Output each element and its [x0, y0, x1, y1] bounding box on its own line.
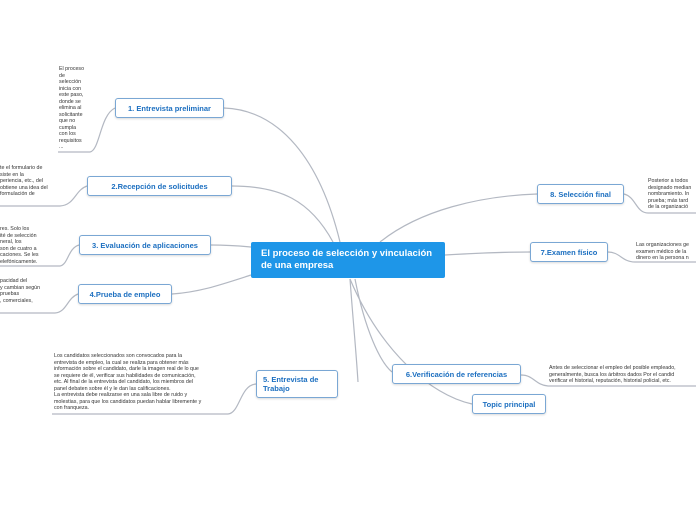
note-verificacion-referencias: Antes de seleccionar el empleo del posible empleado, generalmente, busca los árbitros dados Por el candid verificar el historial, reputación, historial policial, etc. — [549, 365, 676, 384]
topic-verificacion-referencias[interactable] — [392, 364, 521, 384]
note-evaluacion-aplicaciones: res. Solo los ité de selección neral, los son de cuatro a caciones. Se les elefónicamente. — [0, 226, 39, 265]
note-seleccion-final: Posterior a todos designado median nombramiento. In prueba; más tard de la organizació — [648, 178, 692, 210]
note-examen-fisico: Las organizaciones ge examen médico de la dinero en la persona n — [636, 242, 690, 261]
topic-label: 1. Entrevista preliminar — [128, 103, 211, 113]
topic-label: 2.Recepción de solicitudes — [111, 181, 208, 191]
link-t1 — [224, 108, 340, 242]
topic-label: 4.Prueba de empleo — [89, 289, 161, 299]
topic-recepcion-solicitudes[interactable] — [87, 176, 232, 196]
note-recepcion-solicitudes: te el formulario de siste en la periencia, etc., del obtiene una idea del formulación de — [0, 165, 48, 197]
note-entrevista-preliminar: El proceso de selección inicia con este paso, donde se elimina al solicitante que no cumpla con los requisitos ... — [59, 66, 85, 150]
link-t6 — [355, 279, 392, 372]
central-topic-label: El proceso de selección y vinculación de una empresa — [261, 248, 433, 271]
note-prueba-empleo: pacidad del y cambian según pruebas , comerciales, — [0, 278, 41, 304]
note-entrevista-trabajo: Los candidatos seleccionados son convocados para la entrevista de empleo, la cual se realiza para obtener más información sobre el candidato, darle la imagen real de lo que se requiere de él, verificar sus habilidades de comunicación, etc. Al final de la entrevista del candidato, los miembros del panel debaten sobre él y le dan las calificaciones. La entrevista debe realizarse en una sala libre de ruido y molestias, para que los candidatos puedan hablar libremente y con franqueza. — [54, 353, 202, 411]
link-t7 — [445, 252, 530, 255]
topic-seleccion-final[interactable] — [537, 184, 624, 204]
topic-examen-fisico[interactable] — [530, 242, 608, 262]
topic-entrevista-trabajo[interactable] — [256, 370, 338, 398]
link-t8 — [380, 194, 537, 242]
topic-entrevista-preliminar[interactable] — [115, 98, 224, 118]
topic-label: 5. Entrevista de Trabajo — [263, 375, 319, 393]
link-t3 — [211, 245, 251, 247]
topic-label: 3. Evaluación de aplicaciones — [92, 240, 198, 250]
link-t2 — [232, 186, 333, 242]
central-topic[interactable] — [251, 242, 445, 278]
topic-label: 8. Selección final — [550, 189, 611, 199]
topic-label: Topic principal — [482, 399, 536, 409]
topic-label: 6.Verificación de referencias — [405, 369, 508, 379]
link-t4 — [172, 275, 251, 294]
topic-principal[interactable] — [472, 394, 546, 414]
topic-label: 7.Examen físico — [540, 247, 598, 257]
topic-evaluacion-aplicaciones[interactable] — [79, 235, 211, 255]
topic-prueba-empleo[interactable] — [78, 284, 172, 304]
link-t9 — [350, 279, 472, 404]
